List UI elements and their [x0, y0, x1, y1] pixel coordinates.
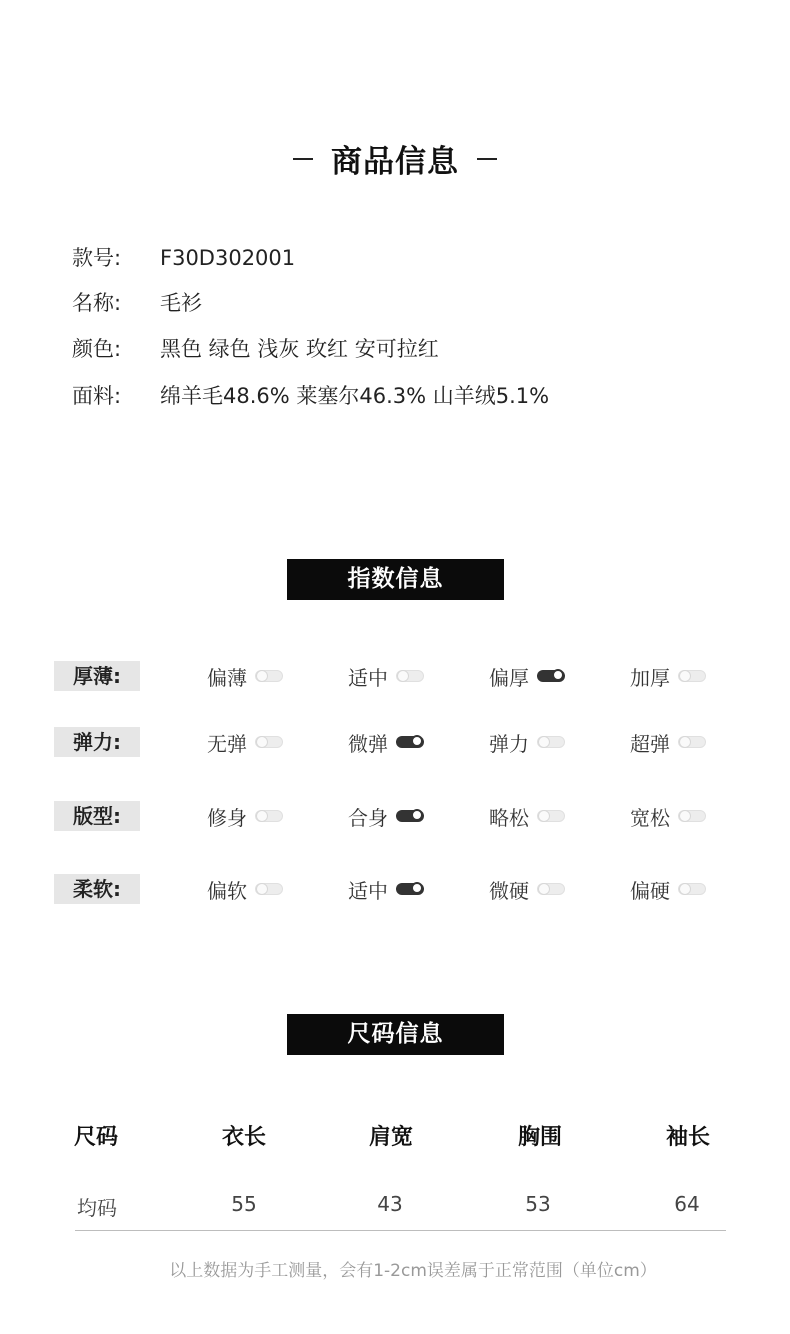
page-title — [293, 136, 497, 181]
index-option-label: 无弹 — [207, 731, 247, 756]
toggle-off-icon — [678, 670, 706, 682]
toggle-on-icon — [537, 670, 565, 682]
toggle-off-icon — [678, 883, 706, 895]
info-label: 名称: — [72, 291, 122, 315]
size-cell: 43 — [377, 1192, 403, 1216]
toggle-knob — [256, 670, 268, 682]
index-option-label: 偏薄 — [207, 665, 247, 690]
index-option — [630, 727, 706, 757]
toggle-off-icon — [678, 810, 706, 822]
index-row-label: 版型: — [54, 801, 140, 831]
toggle-off-icon — [255, 810, 283, 822]
info-value: 毛衫 — [160, 291, 202, 315]
info-value: F30D302001 — [160, 246, 296, 270]
info-value: 黑色 绿色 浅灰 玫红 安可拉红 — [160, 337, 439, 361]
index-option — [348, 727, 424, 757]
index-row-label: 弹力: — [54, 727, 140, 757]
index-section-banner: 指数信息 — [287, 559, 504, 600]
page-title-wrap — [0, 136, 790, 181]
info-label: 颜色: — [72, 337, 122, 361]
index-option — [348, 661, 424, 691]
toggle-off-icon — [537, 736, 565, 748]
index-option-label: 适中 — [348, 665, 388, 690]
toggle-on-icon — [396, 810, 424, 822]
index-option-label: 偏硬 — [630, 878, 670, 903]
toggle-off-icon — [537, 810, 565, 822]
info-value: 绵羊毛48.6% 莱塞尔46.3% 山羊绒5.1% — [160, 384, 550, 408]
toggle-knob — [552, 669, 564, 681]
index-option-label: 略松 — [489, 805, 529, 830]
index-option-label: 微硬 — [489, 878, 529, 903]
index-option-label: 超弹 — [630, 731, 670, 756]
index-option — [207, 874, 283, 904]
index-option — [207, 727, 283, 757]
size-header-length: 衣长 — [221, 1125, 266, 1150]
size-cell: 均码 — [77, 1196, 117, 1220]
measurement-note: 以上数据为手工测量，会有1-2cm误差属于正常范围（单位cm） — [169, 1261, 657, 1281]
size-cell: 53 — [525, 1192, 551, 1216]
size-cell: 55 — [231, 1192, 257, 1216]
index-row-label: 厚薄: — [54, 661, 140, 691]
toggle-knob — [538, 883, 550, 895]
toggle-knob — [411, 735, 423, 747]
index-option-label: 弹力 — [489, 731, 529, 756]
index-option — [489, 801, 565, 831]
toggle-off-icon — [255, 670, 283, 682]
toggle-knob — [256, 883, 268, 895]
index-option — [489, 727, 565, 757]
index-option-label: 适中 — [348, 878, 388, 903]
toggle-knob — [679, 883, 691, 895]
toggle-knob — [411, 809, 423, 821]
toggle-knob — [538, 810, 550, 822]
index-option — [489, 661, 565, 691]
toggle-knob — [411, 882, 423, 894]
index-option-label: 宽松 — [630, 805, 670, 830]
toggle-knob — [397, 670, 409, 682]
table-divider — [75, 1230, 726, 1231]
index-option — [630, 801, 706, 831]
size-cell: 64 — [674, 1192, 700, 1216]
toggle-off-icon — [255, 883, 283, 895]
toggle-on-icon — [396, 883, 424, 895]
title-dash-left — [293, 158, 313, 160]
index-option — [348, 801, 424, 831]
toggle-knob — [679, 810, 691, 822]
toggle-off-icon — [396, 670, 424, 682]
toggle-off-icon — [537, 883, 565, 895]
index-option — [630, 874, 706, 904]
size-section-banner: 尺码信息 — [287, 1014, 504, 1055]
info-label: 款号: — [72, 246, 122, 270]
title-dash-right — [477, 158, 497, 160]
index-option — [207, 801, 283, 831]
index-option — [630, 661, 706, 691]
info-label: 面料: — [72, 384, 122, 408]
index-option-label: 偏厚 — [489, 665, 529, 690]
toggle-knob — [538, 736, 550, 748]
index-option — [489, 874, 565, 904]
index-option-label: 加厚 — [630, 665, 670, 690]
toggle-off-icon — [255, 736, 283, 748]
toggle-knob — [256, 736, 268, 748]
index-option-label: 修身 — [207, 805, 247, 830]
index-option-label: 偏软 — [207, 878, 247, 903]
toggle-knob — [256, 810, 268, 822]
toggle-knob — [679, 670, 691, 682]
index-option-label: 合身 — [348, 805, 388, 830]
index-option — [348, 874, 424, 904]
index-option-label: 微弹 — [348, 731, 388, 756]
toggle-knob — [679, 736, 691, 748]
size-header-size: 尺码 — [73, 1125, 118, 1150]
toggle-off-icon — [678, 736, 706, 748]
page-title-text: 商品信息 — [331, 144, 459, 180]
size-header-chest: 胸围 — [517, 1125, 562, 1150]
index-option — [207, 661, 283, 691]
toggle-on-icon — [396, 736, 424, 748]
size-header-shoulder: 肩宽 — [368, 1125, 413, 1150]
size-header-sleeve: 袖长 — [665, 1125, 710, 1150]
index-row-label: 柔软: — [54, 874, 140, 904]
